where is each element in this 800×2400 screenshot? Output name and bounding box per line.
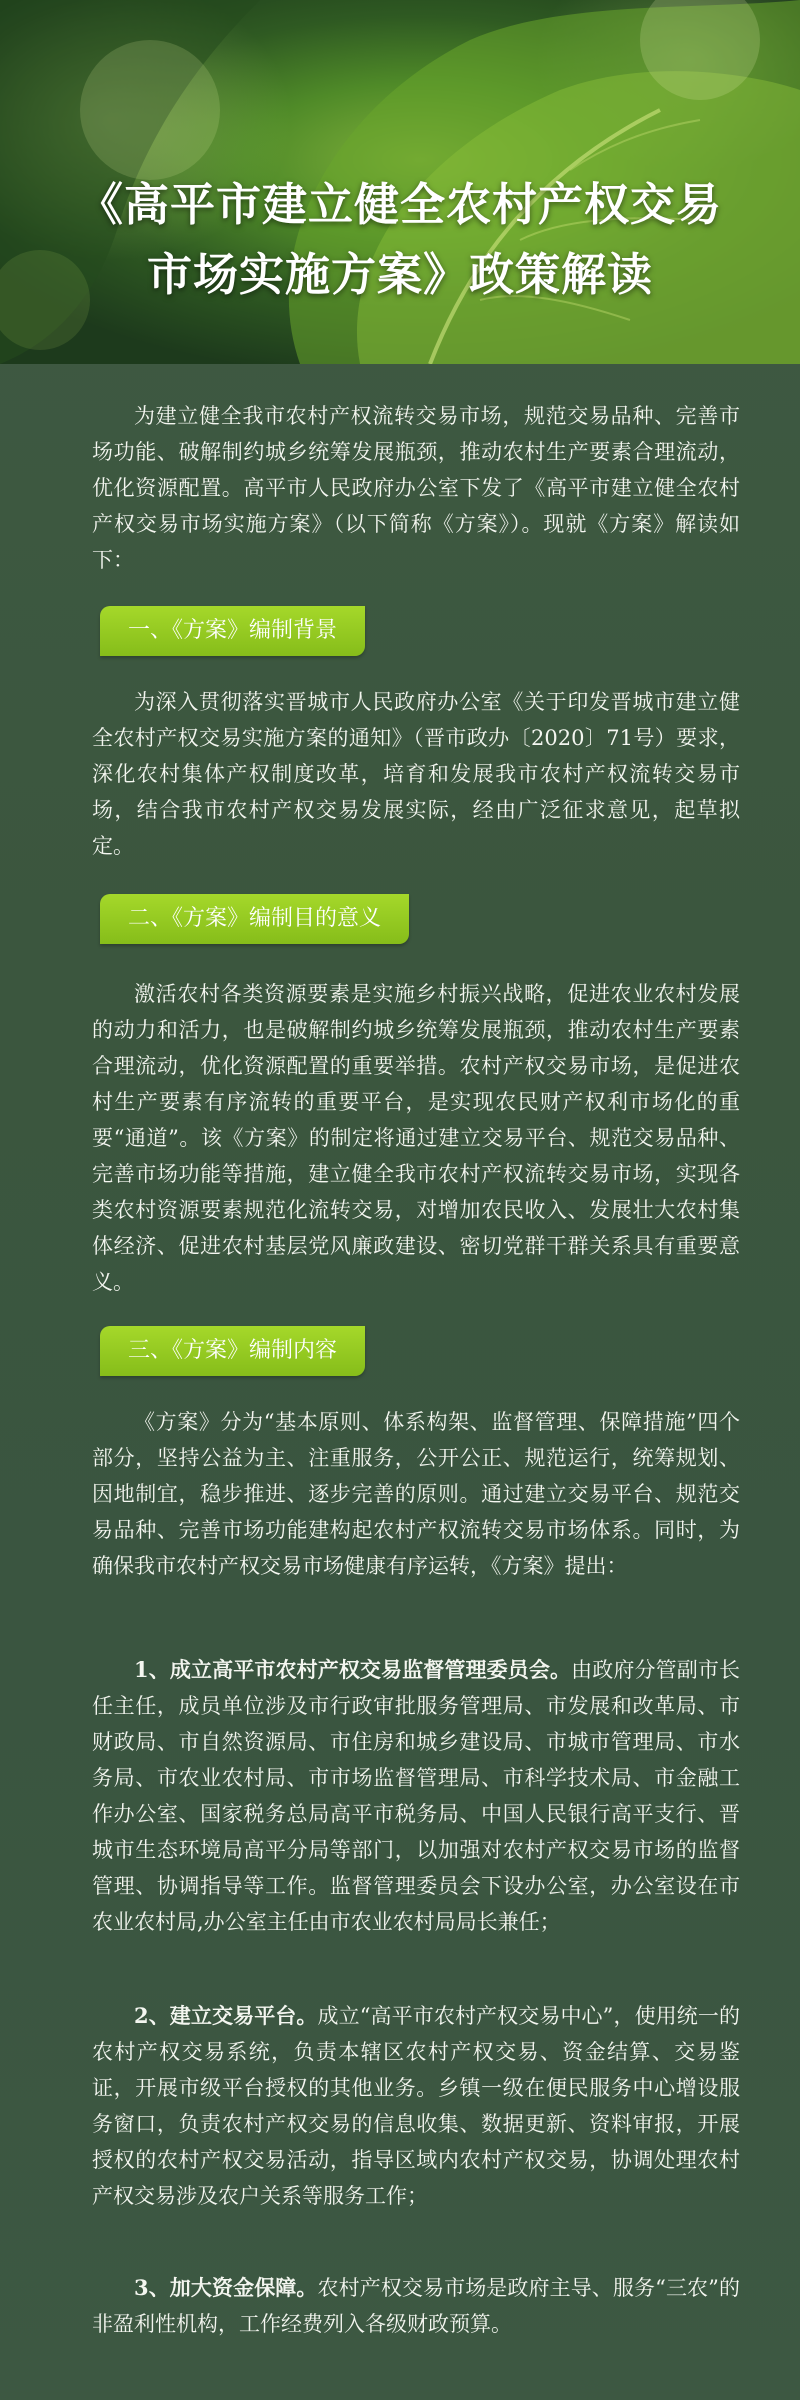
- section-header-purpose: 二、《方案》编制目的意义: [100, 894, 409, 944]
- section-background-paragraph: 为深入贯彻落实晋城市人民政府办公室《关于印发晋城市建立健全农村产权交易实施方案的通知》（晋市政办〔2020〕71号）要求，深化农村集体产权制度改革，培育和发展我市农村产权流转交易市场，结合我市农村产权交易发展实际，经由广泛征求意见，起草拟定。: [92, 690, 740, 858]
- intro-paragraph: 为建立健全我市农村产权流转交易市场，规范交易品种、完善市场功能、破解制约城乡统筹发展瓶颈，推动农村生产要素合理流动，优化资源配置。高平市人民政府办公室下发了《高平市建立健全农村产权交易市场实施方案》（以下简称《方案》）。现就《方案》解读如下：: [92, 404, 740, 572]
- banner-title-line2: 市场实施方案》政策解读: [146, 248, 653, 301]
- content-item-1-lead: 1、成立高平市农村产权交易监督管理委员会。: [134, 1657, 572, 1682]
- section-header-content: 三、《方案》编制内容: [100, 1326, 365, 1376]
- section-purpose-paragraph: 激活农村各类资源要素是实施乡村振兴战略，促进农业农村发展的动力和活力，也是破解制约城乡统筹发展瓶颈，推动农村生产要素合理流动，优化资源配置的重要举措。农村产权交易市场，是促进农村生产要素有序流转的重要平台，是实现农民财产权利市场化的重要“通道”。该《方案》的制定将通过建立交易平台、规范交易品种、完善市场功能等措施，建立健全我市农村产权流转交易市场，实现各类农村资源要素规范化流转交易，对增加农民收入、发展壮大农村集体经济、促进农村基层党风廉政建设、密切党群干群关系具有重要意义。: [92, 982, 740, 1294]
- content-item-3: [92, 2270, 740, 2342]
- content-item-2: [92, 1998, 740, 2214]
- section-content-paragraph: 《方案》分为“基本原则、体系构架、监督管理、保障措施”四个部分，坚持公益为主、注重服务，公开公正、规范运行，统筹规划、因地制宜，稳步推进、逐步完善的原则。通过建立交易平台、规范交易品种、完善市场功能建构起农村产权流转交易市场体系。同时，为确保我市农村产权交易市场健康有序运转，《方案》提出：: [92, 1410, 740, 1578]
- content-item-3-lead: 3、加大资金保障。: [134, 2275, 318, 2300]
- section-header-background: 一、《方案》编制背景: [100, 606, 365, 656]
- banner-image: [0, 0, 800, 364]
- content-item-1-text: 由政府分管副市长任主任，成员单位涉及市行政审批服务管理局、市发展和改革局、市财政局、市自然资源局、市住房和城乡建设局、市城市管理局、市水务局、市农业农村局、市市场监督管理局、市科学技术局、市金融工作办公室、国家税务总局高平市税务局、中国人民银行高平支行、晋城市生态环境局高平分局等部门，以加强对农村产权交易市场的监督管理、协调指导等工作。监督管理委员会下设办公室，办公室设在市农业农村局,办公室主任由市农业农村局局长兼任；: [92, 1658, 740, 1934]
- content-item-3-text: 农村产权交易市场是政府主导、服务“三农”的非盈利性机构，工作经费列入各级财政预算。: [92, 2276, 740, 2336]
- content-item-2-text: 成立“高平市农村产权交易中心”，使用统一的农村产权交易系统，负责本辖区农村产权交易、资金结算、交易鉴证，开展市级平台授权的其他业务。乡镇一级在便民服务中心增设服务窗口，负责农村产权交易的信息收集、数据更新、资料审报，开展授权的农村产权交易活动，指导区域内农村产权交易，协调处理农村产权交易涉及农户关系等服务工作；: [92, 2004, 740, 2208]
- banner-title-line1: 《高平市建立健全农村产权交易: [77, 178, 722, 231]
- content-item-1: [92, 1652, 740, 1940]
- content-item-2-lead: 2、建立交易平台。: [134, 2003, 318, 2028]
